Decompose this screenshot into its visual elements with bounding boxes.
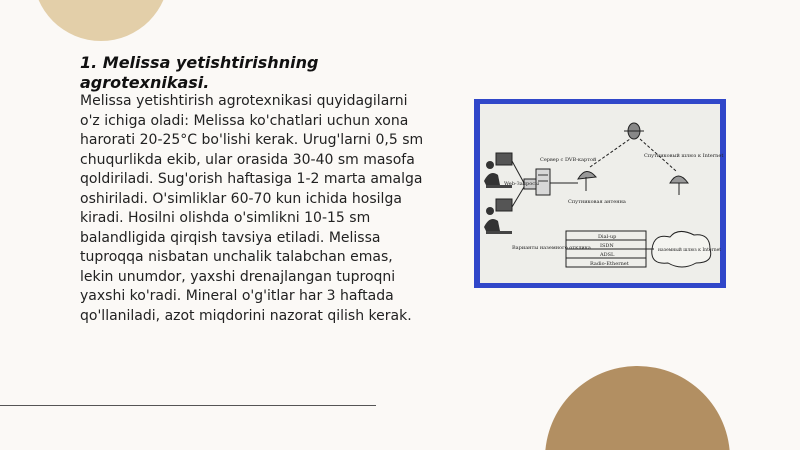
label-web: Web-Запросы: [504, 181, 539, 187]
label-isdn: ISDN: [600, 243, 614, 249]
divider-line: [0, 405, 376, 406]
label-access-variants: Варианты наземного отклика: [512, 245, 591, 251]
label-adsl: ADSL: [600, 252, 615, 258]
network-diagram-image: [474, 99, 726, 288]
label-radio: Radio-Ethernet: [590, 261, 629, 267]
slide-title: 1. Melissa yetishtirishning agrotexnikasi.: [80, 53, 319, 92]
label-satellite-gateway: Спутниковый шлюз к Internet: [644, 153, 724, 159]
label-dialup: Dial-up: [598, 234, 617, 240]
decorative-circle-top: [33, 0, 169, 41]
label-cloud: наземный шлюз к Internet: [658, 248, 722, 253]
decorative-circle-bottom: [545, 366, 730, 450]
label-server: Сервер с DVB-картой: [540, 157, 597, 163]
label-antenna: Спутниковая антенна: [568, 199, 626, 205]
network-diagram: [474, 99, 726, 288]
slide-body-text: Melissa yetishtirish agrotexnikasi quyidagilarni o'z ichiga oladi: Melissa ko'chatlari uchun xona harorati 20-25°C bo'lishi kerak. Urug'larni 0,5 sm chuqurlikda ekib, ular orasida 30-40 sm masofa qoldiriladi. Sug'orish haftasiga 1-2 marta amalga oshiriladi. O'simliklar 60-70 kun ichida hosilga kiradi. Hosilni olishda o'simlikni 10-15 sm balandligida qirqish tavsiya etiladi. Melissa tuproqqa nisbatan unchalik talabchan emas, lekin unumdor, yaxshi drenajlangan tuproqni yaxshi ko'radi. Mineral o'g'itlar har 3 haftada qo'llaniladi, azot miqdorini nazorat qilish kerak.: [80, 93, 424, 324]
